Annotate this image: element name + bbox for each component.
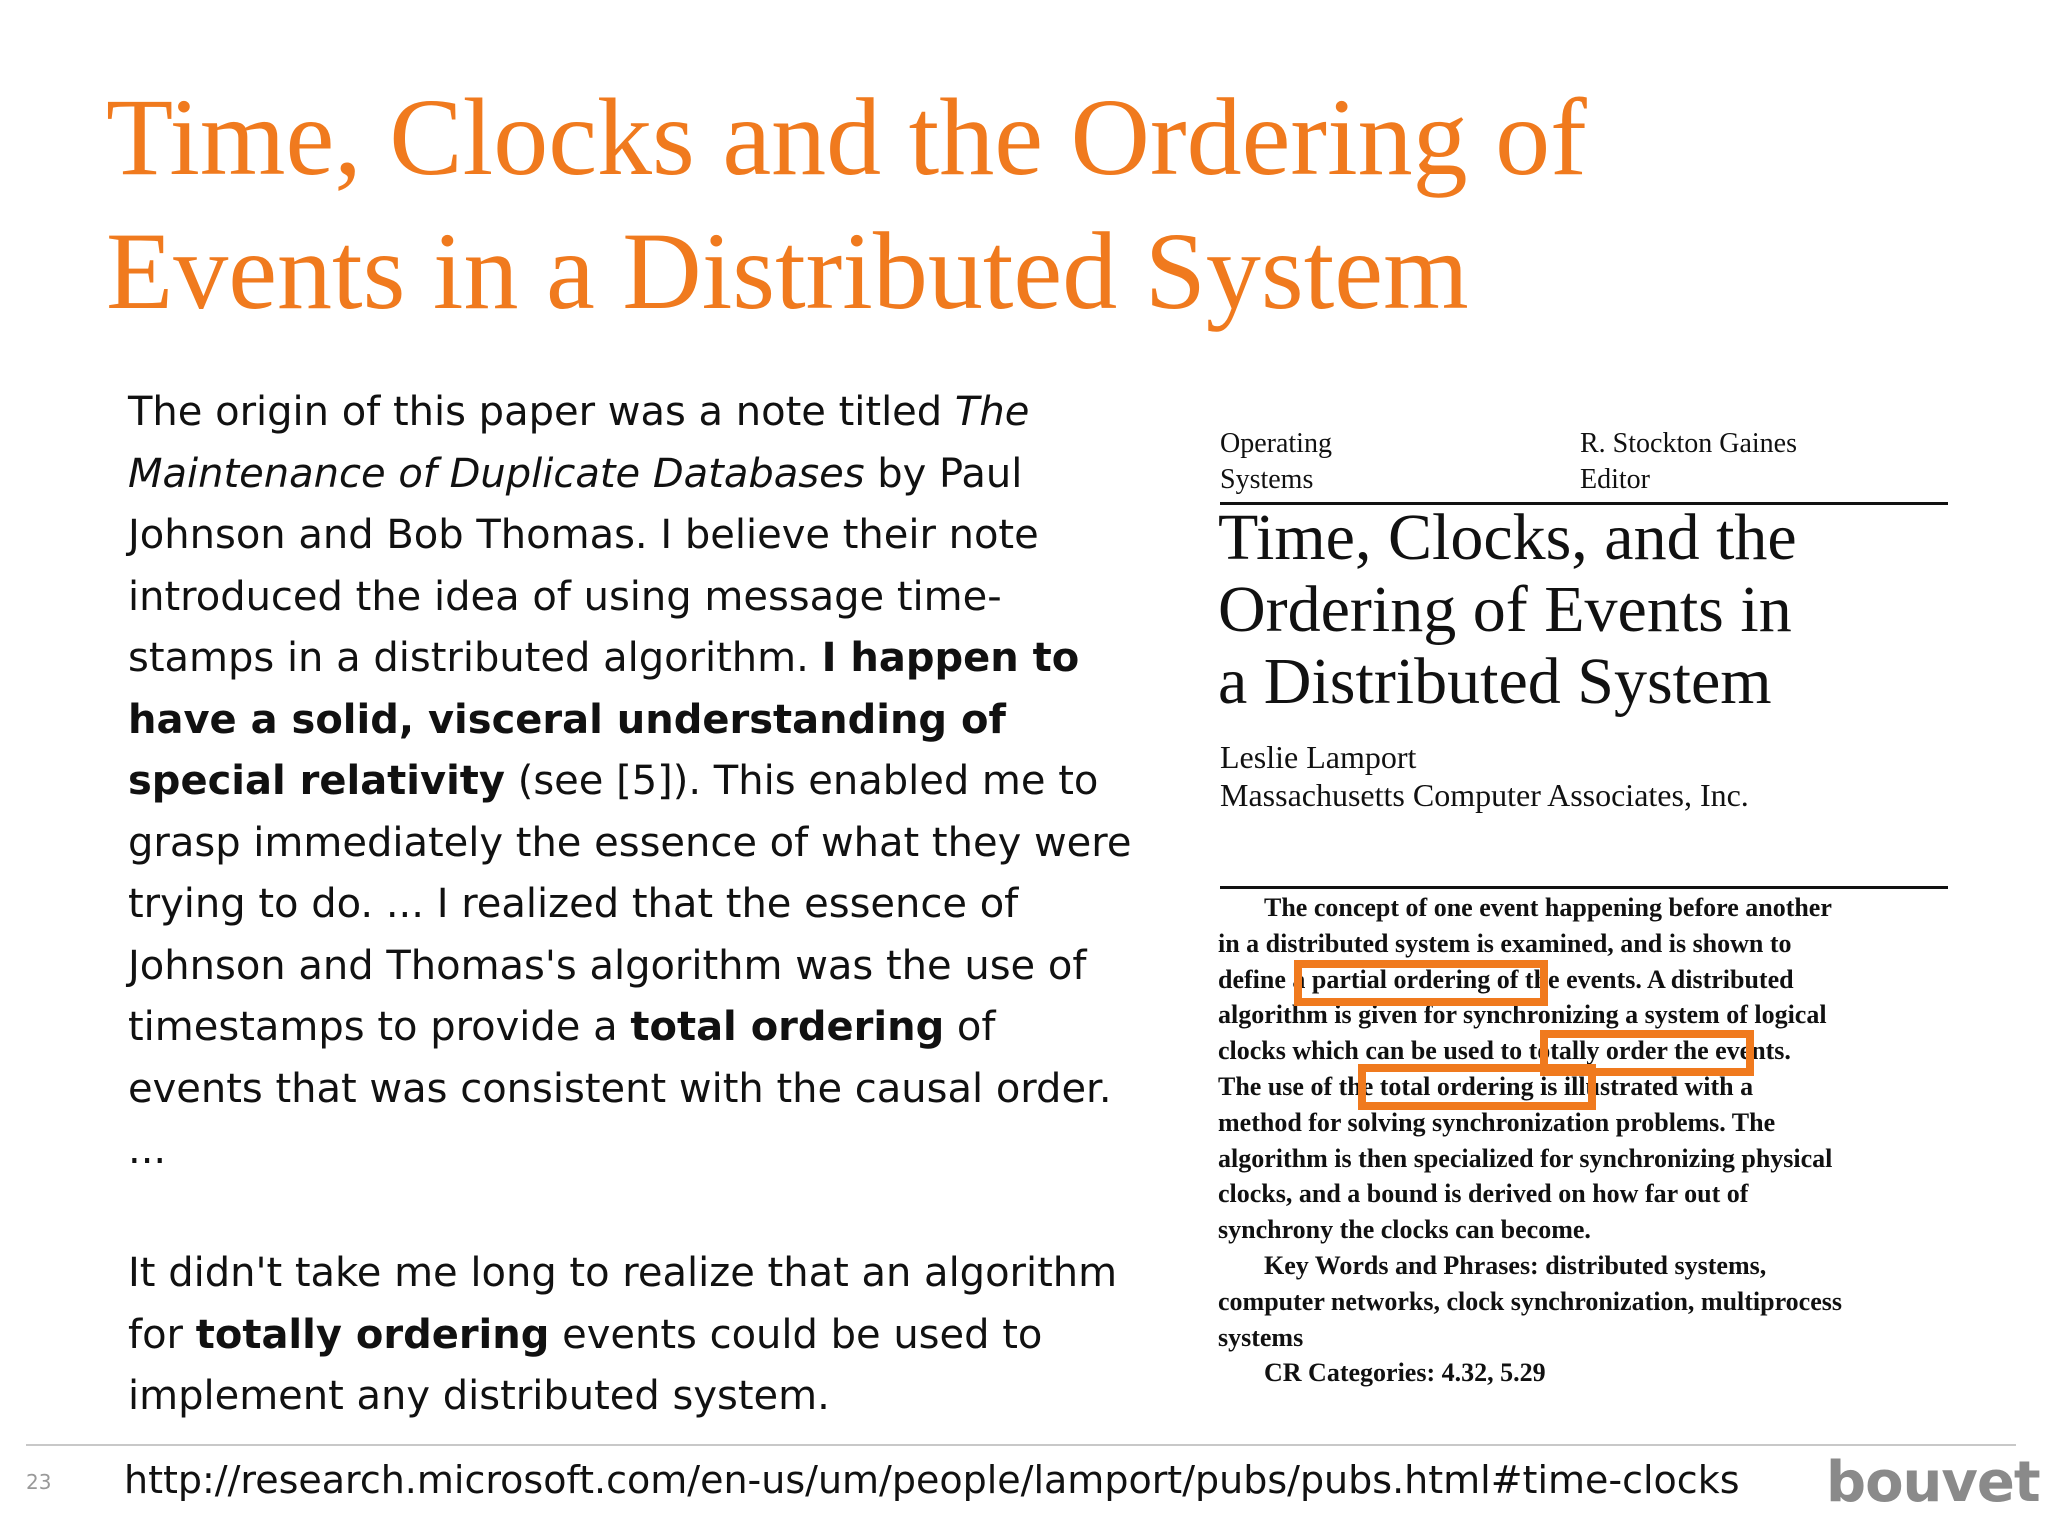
text-run: (see [5]). This enabled me to grasp immediately the essence of what they were trying to do. ... I realized that the essence of Johnson and Thomas's algorithm was the use of timestamps to provide a xyxy=(128,758,1132,1050)
abstract-line: The use of the total ordering is illustrated with a xyxy=(1218,1071,1754,1101)
highlight-total-ordering xyxy=(1358,1064,1596,1110)
emphasis-relativity: I happen to have a solid, visceral understanding of special relativity xyxy=(128,635,1080,804)
paper-editor-line: Editor xyxy=(1580,464,1650,495)
paper-editor-label xyxy=(1580,426,1797,498)
paper-abstract-rule xyxy=(1220,886,1948,889)
paper-title-line: Time, Clocks, and the xyxy=(1218,501,1797,574)
abstract-line: The concept of one event happening before another xyxy=(1264,893,1832,922)
text-run: The origin of this paper was a note titled xyxy=(128,389,955,435)
paper-section-label xyxy=(1220,426,1332,498)
paragraph-conclusion xyxy=(128,1243,1138,1428)
slide-title-line-1: Time, Clocks and the Ordering of xyxy=(106,76,1587,198)
paper-editor-line: R. Stockton Gaines xyxy=(1580,428,1797,459)
text-run: It didn't take me long to realize that an algorithm for xyxy=(128,1250,1118,1358)
source-link[interactable]: http://research.microsoft.com/en-us/um/people/lamport/pubs/pubs.html#time-clocks xyxy=(124,1458,1740,1502)
text-run: of events that was consistent with the causal order. ... xyxy=(128,1004,1112,1173)
paper-title-line: a Distributed System xyxy=(1218,645,1772,718)
paper-excerpt-image xyxy=(1212,420,1952,1400)
slide-title xyxy=(106,70,1906,338)
emphasis-totally-ordering: totally ordering xyxy=(195,1311,550,1358)
paper-section-line: Operating xyxy=(1220,428,1332,459)
slide-title-line-2: Events in a Distributed System xyxy=(106,210,1469,332)
paper-author: Leslie Lamport xyxy=(1220,739,1417,775)
abstract-line: algorithm is given for synchronizing a system of logical xyxy=(1218,1000,1827,1030)
abstract-line: define a partial ordering of the events. A distributed xyxy=(1218,964,1794,994)
abstract-line: systems xyxy=(1218,1322,1304,1352)
paragraph-origin xyxy=(128,382,1138,1182)
highlight-partial-ordering xyxy=(1294,960,1548,1006)
paper-author-block xyxy=(1220,738,1749,814)
abstract-line: Key Words and Phrases: distributed systems, xyxy=(1264,1250,1767,1280)
abstract-line: algorithm is then specialized for synchronizing physical xyxy=(1218,1143,1833,1173)
abstract-line: CR Categories: 4.32, 5.29 xyxy=(1264,1358,1546,1388)
paper-section-line: Systems xyxy=(1220,464,1314,495)
abstract-line: synchrony the clocks can become. xyxy=(1218,1215,1591,1245)
footer-divider xyxy=(26,1444,2016,1446)
abstract-line: clocks, and a bound is derived on how far out of xyxy=(1218,1179,1749,1209)
abstract-line: clocks which can be used to totally order the events. xyxy=(1218,1036,1791,1066)
text-run: events could be used to implement any distributed system. xyxy=(128,1311,1043,1419)
abstract-line: in a distributed system is examined, and is shown to xyxy=(1218,928,1792,958)
abstract-line: computer networks, clock synchronization, multiprocess xyxy=(1218,1286,1842,1316)
bouvet-logo: bouvet xyxy=(1826,1450,2040,1515)
page-number: 23 xyxy=(26,1470,52,1494)
paper-affiliation: Massachusetts Computer Associates, Inc. xyxy=(1220,777,1749,813)
paper-title-line: Ordering of Events in xyxy=(1218,573,1792,646)
abstract-line: method for solving synchronization problems. The xyxy=(1218,1107,1776,1137)
emphasis-total-ordering: total ordering xyxy=(630,1004,945,1050)
body-text xyxy=(128,382,1138,1428)
text-run: by Paul Johnson and Bob Thomas. I believe their note introduced the idea of using message time-stamps in a distributed algorithm. xyxy=(128,450,1039,681)
paper-title xyxy=(1218,502,1948,718)
note-title: The Maintenance of Duplicate Databases xyxy=(128,389,1030,497)
